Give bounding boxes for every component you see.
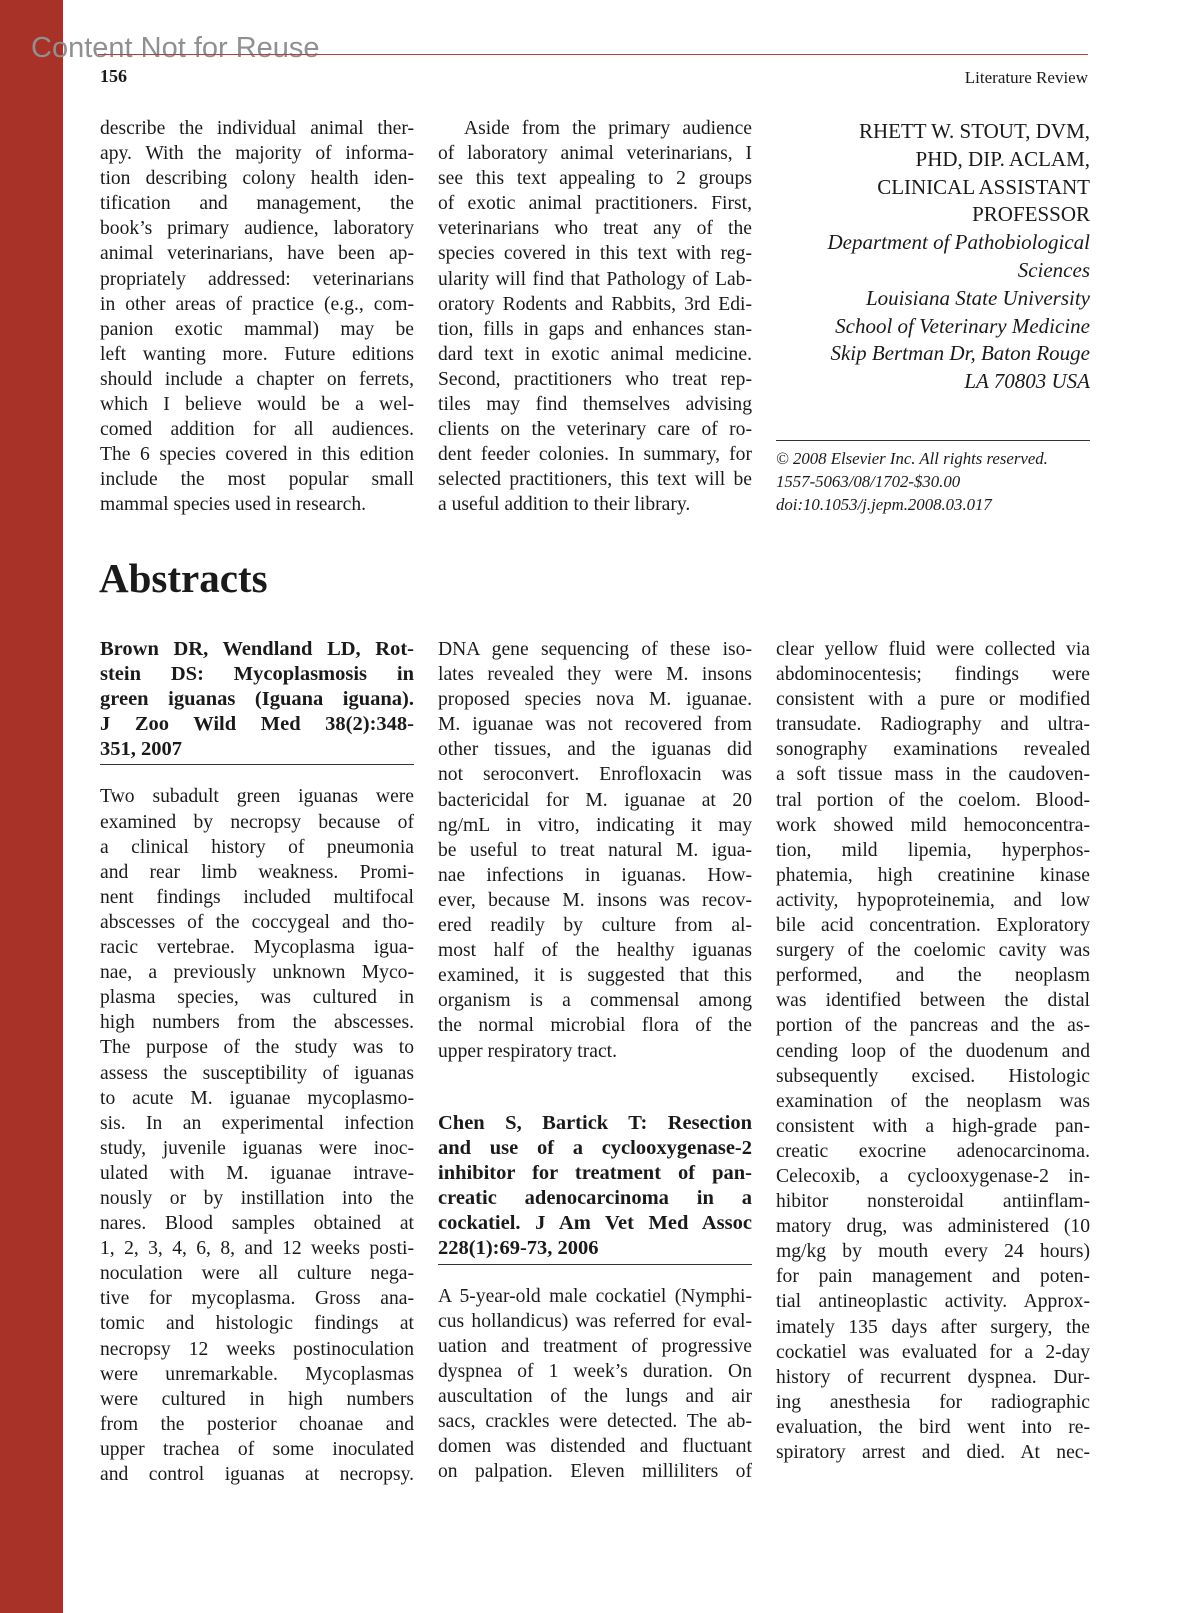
text-line: veterinarians who treat any of the xyxy=(438,218,752,240)
citation-line: cockatiel. J Am Vet Med Assoc xyxy=(438,1212,752,1235)
text-line: surgery of the coelomic cavity was xyxy=(776,940,1090,962)
text-line: a useful addition to their library. xyxy=(438,494,691,516)
copyright-line: © 2008 Elsevier Inc. All rights reserved. xyxy=(776,449,1048,468)
issn-line: 1557-5063/08/1702-$30.00 xyxy=(776,472,961,491)
text-line: portion of the pancreas and the as- xyxy=(776,1015,1090,1037)
text-line: of laboratory animal veterinarians, I xyxy=(438,143,752,165)
abstracts-column-3 xyxy=(776,637,1090,1465)
text-line: dyspnea of 1 week’s duration. On xyxy=(438,1360,752,1382)
citation-line: Chen S, Bartick T: Resection xyxy=(438,1112,752,1134)
text-line: in other areas of practice (e.g., com- xyxy=(100,293,414,315)
text-line: on palpation. Eleven milliliters of xyxy=(438,1461,752,1483)
citation-line: stein DS: Mycoplasmosis in xyxy=(100,663,414,686)
text-line: a soft tissue mass in the caudoven- xyxy=(776,764,1090,786)
text-line: cus hollandicus) was referred for eval- xyxy=(438,1310,752,1332)
text-line: noculation were all culture nega- xyxy=(100,1263,414,1285)
citation-heading xyxy=(100,637,414,765)
text-line: nent findings included multifocal xyxy=(100,886,414,908)
abstracts-column-2 xyxy=(438,637,752,1064)
reviewer-title: PROFESSOR xyxy=(972,202,1090,227)
citation-line: creatic adenocarcinoma in a xyxy=(438,1187,752,1210)
text-line: M. iguanae was not recovered from xyxy=(438,714,752,736)
text-line: bile acid concentration. Exploratory xyxy=(776,915,1090,937)
text-line: a clinical history of pneumonia xyxy=(100,836,414,858)
text-line: transudate. Radiography and ultra- xyxy=(776,714,1090,736)
text-line: ng/mL in vitro, indicating it may xyxy=(438,814,752,836)
text-line: examination of the neoplasm was xyxy=(776,1090,1090,1112)
text-line: uation and treatment of progressive xyxy=(438,1335,752,1357)
text-line: animal veterinarians, have been ap- xyxy=(100,243,414,265)
text-line: upper respiratory tract. xyxy=(438,1040,617,1062)
text-line: sacs, crackles were detected. The ab- xyxy=(438,1411,752,1433)
text-line: propriately addressed: veterinarians xyxy=(100,268,414,290)
text-line: abscesses of the coccygeal and tho- xyxy=(100,911,414,933)
text-line: was identified between the distal xyxy=(776,990,1090,1012)
text-line: panion exotic mammal) may be xyxy=(100,318,414,340)
text-line: study, juvenile iguanas were inoc- xyxy=(100,1137,414,1159)
text-line: tification and management, the xyxy=(100,193,414,215)
text-line: should include a chapter on ferrets, xyxy=(100,368,414,390)
citation-line: inhibitor for treatment of pan- xyxy=(438,1162,752,1185)
text-line: ularity will find that Pathology of Lab- xyxy=(438,268,752,290)
text-line: evaluation, the bird went into re- xyxy=(776,1416,1090,1438)
text-line: lates revealed they were M. insons xyxy=(438,664,752,686)
abstracts-column-1 xyxy=(100,637,414,1487)
text-line: The 6 species covered in this edition xyxy=(100,444,414,466)
text-line: nae infections in iguanas. How- xyxy=(438,864,752,886)
text-line: and control iguanas at necropsy. xyxy=(100,1464,414,1485)
text-line: sis. In an experimental infection xyxy=(100,1112,414,1134)
text-line: ever, because M. insons was recov- xyxy=(438,889,752,911)
text-line: upper trachea of some inoculated xyxy=(100,1438,414,1460)
text-line: Aside from the primary audience xyxy=(464,118,752,139)
reviewer-affiliation: Sciences xyxy=(1017,257,1090,282)
text-line: Second, practitioners who treat rep- xyxy=(438,368,752,390)
citation-line: Brown DR, Wendland LD, Rot- xyxy=(100,638,414,660)
reviewer-signature xyxy=(776,118,1090,396)
review-column-2 xyxy=(438,116,752,518)
text-line: 1, 2, 3, 4, 6, 8, and 12 weeks posti- xyxy=(100,1238,414,1260)
text-line: bactericidal for M. iguanae at 20 xyxy=(438,789,752,811)
text-line: of exotic animal practitioners. First, xyxy=(438,193,752,215)
text-line: tion, fills in gaps and enhances stan- xyxy=(438,318,752,340)
text-line: clear yellow fluid were collected via xyxy=(776,639,1090,660)
text-line: auscultation of the lungs and air xyxy=(438,1385,752,1407)
text-line: and rear limb weakness. Promi- xyxy=(100,861,414,883)
text-line: consistent with a high-grade pan- xyxy=(776,1115,1090,1137)
reviewer-address: LA 70803 USA xyxy=(964,369,1090,394)
text-line: performed, and the neoplasm xyxy=(776,965,1090,987)
text-line: tive for mycoplasma. Gross ana- xyxy=(100,1288,414,1310)
reviewer-address: Skip Bertman Dr, Baton Rouge xyxy=(830,341,1090,366)
header-rule xyxy=(98,54,1088,55)
doi-line: doi:10.1053/j.jepm.2008.03.017 xyxy=(776,495,992,514)
text-line: comed addition for all audiences. xyxy=(100,419,414,441)
text-line: necropsy 12 weeks postinoculation xyxy=(100,1338,414,1360)
text-line: were cultured in high numbers xyxy=(100,1388,414,1410)
text-line: for pain management and poten- xyxy=(776,1266,1090,1288)
text-line: see this text appealing to 2 groups xyxy=(438,168,752,190)
text-line: oratory Rodents and Rabbits, 3rd Edi- xyxy=(438,293,752,315)
text-line: nares. Blood samples obtained at xyxy=(100,1213,414,1235)
section-title: Abstracts xyxy=(99,555,268,601)
text-line: Celecoxib, a cyclooxygenase-2 in- xyxy=(776,1165,1090,1187)
text-line: consistent with a pure or modified xyxy=(776,689,1090,711)
text-line: apy. With the majority of informa- xyxy=(100,143,414,165)
text-line: book’s primary audience, laboratory xyxy=(100,218,414,240)
running-head: Literature Review xyxy=(964,68,1088,87)
text-line: tion, mild lipemia, hyperphos- xyxy=(776,839,1090,861)
text-line: phatemia, high creatinine kinase xyxy=(776,864,1090,886)
text-line: racic vertebrae. Mycoplasma igua- xyxy=(100,937,414,959)
reviewer-title: CLINICAL ASSISTANT xyxy=(877,174,1090,199)
text-line: activity, hypoproteinemia, and low xyxy=(776,889,1090,911)
reviewer-affiliation: School of Veterinary Medicine xyxy=(835,313,1090,338)
copyright-rule xyxy=(776,440,1090,441)
page-number: 156 xyxy=(100,66,127,86)
text-line: The purpose of the study was to xyxy=(100,1037,414,1059)
text-line: domen was distended and fluctuant xyxy=(438,1436,752,1458)
reviewer-name: RHETT W. STOUT, DVM, xyxy=(858,119,1090,143)
text-line: cending loop of the duodenum and xyxy=(776,1040,1090,1062)
text-line: other tissues, and the iguanas did xyxy=(438,739,752,761)
citation-line: J Zoo Wild Med 38(2):348- xyxy=(100,713,414,736)
text-line: assess the susceptibility of iguanas xyxy=(100,1062,414,1084)
text-line: most half of the healthy iguanas xyxy=(438,940,752,962)
text-line: from the posterior choanae and xyxy=(100,1413,414,1435)
text-line: organism is a commensal among xyxy=(438,990,752,1012)
text-line: cockatiel was evaluated for a 2-day xyxy=(776,1341,1090,1363)
citation-line: green iguanas (Iguana iguana). xyxy=(100,688,414,711)
text-line: creatic exocrine adenocarcinoma. xyxy=(776,1140,1090,1162)
text-line: history of recurrent dyspnea. Dur- xyxy=(776,1366,1090,1388)
text-line: dard text in exotic animal medicine. xyxy=(438,343,752,365)
text-line: tial antineoplastic activity. Approx- xyxy=(776,1291,1090,1313)
text-line: selected practitioners, this text will be xyxy=(438,469,752,491)
text-line: imately 135 days after surgery, the xyxy=(776,1316,1090,1338)
text-line: A 5-year-old male cockatiel (Nymphi- xyxy=(438,1285,752,1307)
copyright-block xyxy=(776,447,1096,516)
text-line: Two subadult green iguanas were xyxy=(100,786,414,808)
text-line: dent feeder colonies. In summary, for xyxy=(438,444,752,466)
text-line: were unremarkable. Mycoplasmas xyxy=(100,1363,414,1385)
text-line: include the most popular small xyxy=(100,469,414,491)
text-line: proposed species nova M. iguanae. xyxy=(438,689,752,711)
text-line: to acute M. iguanae mycoplasmo- xyxy=(100,1087,414,1109)
red-margin-band xyxy=(0,0,63,1613)
text-line: DNA gene sequencing of these iso- xyxy=(438,639,752,660)
review-column-1 xyxy=(100,116,414,518)
text-line: tion describing colony health iden- xyxy=(100,168,414,190)
text-line: ing anesthesia for radiographic xyxy=(776,1391,1090,1413)
text-line: tiles may find themselves advising xyxy=(438,394,752,416)
text-line: tral portion of the coelom. Blood- xyxy=(776,789,1090,811)
text-line: which I believe would be a wel- xyxy=(100,394,414,416)
citation-heading xyxy=(438,1111,752,1265)
text-line: examined, it is suggested that this xyxy=(438,965,752,987)
text-line: mg/kg by mouth every 24 hours) xyxy=(776,1241,1090,1263)
text-line: hibitor nonsteroidal antiinflam- xyxy=(776,1191,1090,1213)
text-line: species covered in this text with reg- xyxy=(438,243,752,265)
abstract-2-column-2 xyxy=(438,1111,752,1484)
reviewer-credentials: PHD, DIP. ACLAM, xyxy=(915,146,1090,171)
citation-line: 228(1):69-73, 2006 xyxy=(438,1237,599,1260)
watermark: Content Not for Reuse xyxy=(31,32,320,64)
text-line: high numbers from the abscesses. xyxy=(100,1012,414,1034)
citation-line: and use of a cyclooxygenase-2 xyxy=(438,1137,752,1160)
text-line: nously or by instillation into the xyxy=(100,1187,414,1209)
text-line: spiratory arrest and died. At nec- xyxy=(776,1442,1090,1463)
text-line: left wanting more. Future editions xyxy=(100,343,414,365)
text-line: examined by necropsy because of xyxy=(100,811,414,833)
text-line: abdominocentesis; findings were xyxy=(776,664,1090,686)
reviewer-affiliation: Louisiana State University xyxy=(866,285,1090,310)
text-line: matory drug, was administered (10 xyxy=(776,1216,1090,1238)
text-line: ered readily by culture from al- xyxy=(438,915,752,937)
text-line: sonography examinations revealed xyxy=(776,739,1090,761)
text-line: nae, a previously unknown Myco- xyxy=(100,962,414,984)
text-line: describe the individual animal ther- xyxy=(100,118,414,139)
text-line: plasma species, was cultured in xyxy=(100,987,414,1009)
text-line: subsequently excised. Histologic xyxy=(776,1065,1090,1087)
text-line: the normal microbial flora of the xyxy=(438,1015,752,1037)
text-line: mammal species used in research. xyxy=(100,494,367,516)
text-line: clients on the veterinary care of ro- xyxy=(438,419,752,441)
citation-line: 351, 2007 xyxy=(100,738,182,761)
text-line: work showed mild hemoconcentra- xyxy=(776,814,1090,836)
text-line: be useful to treat natural M. igua- xyxy=(438,839,752,861)
reviewer-affiliation: Department of Pathobiological xyxy=(827,230,1090,255)
text-line: ulated with M. iguanae intrave- xyxy=(100,1162,414,1184)
text-line: tomic and histologic findings at xyxy=(100,1313,414,1335)
text-line: not seroconvert. Enrofloxacin was xyxy=(438,764,752,786)
